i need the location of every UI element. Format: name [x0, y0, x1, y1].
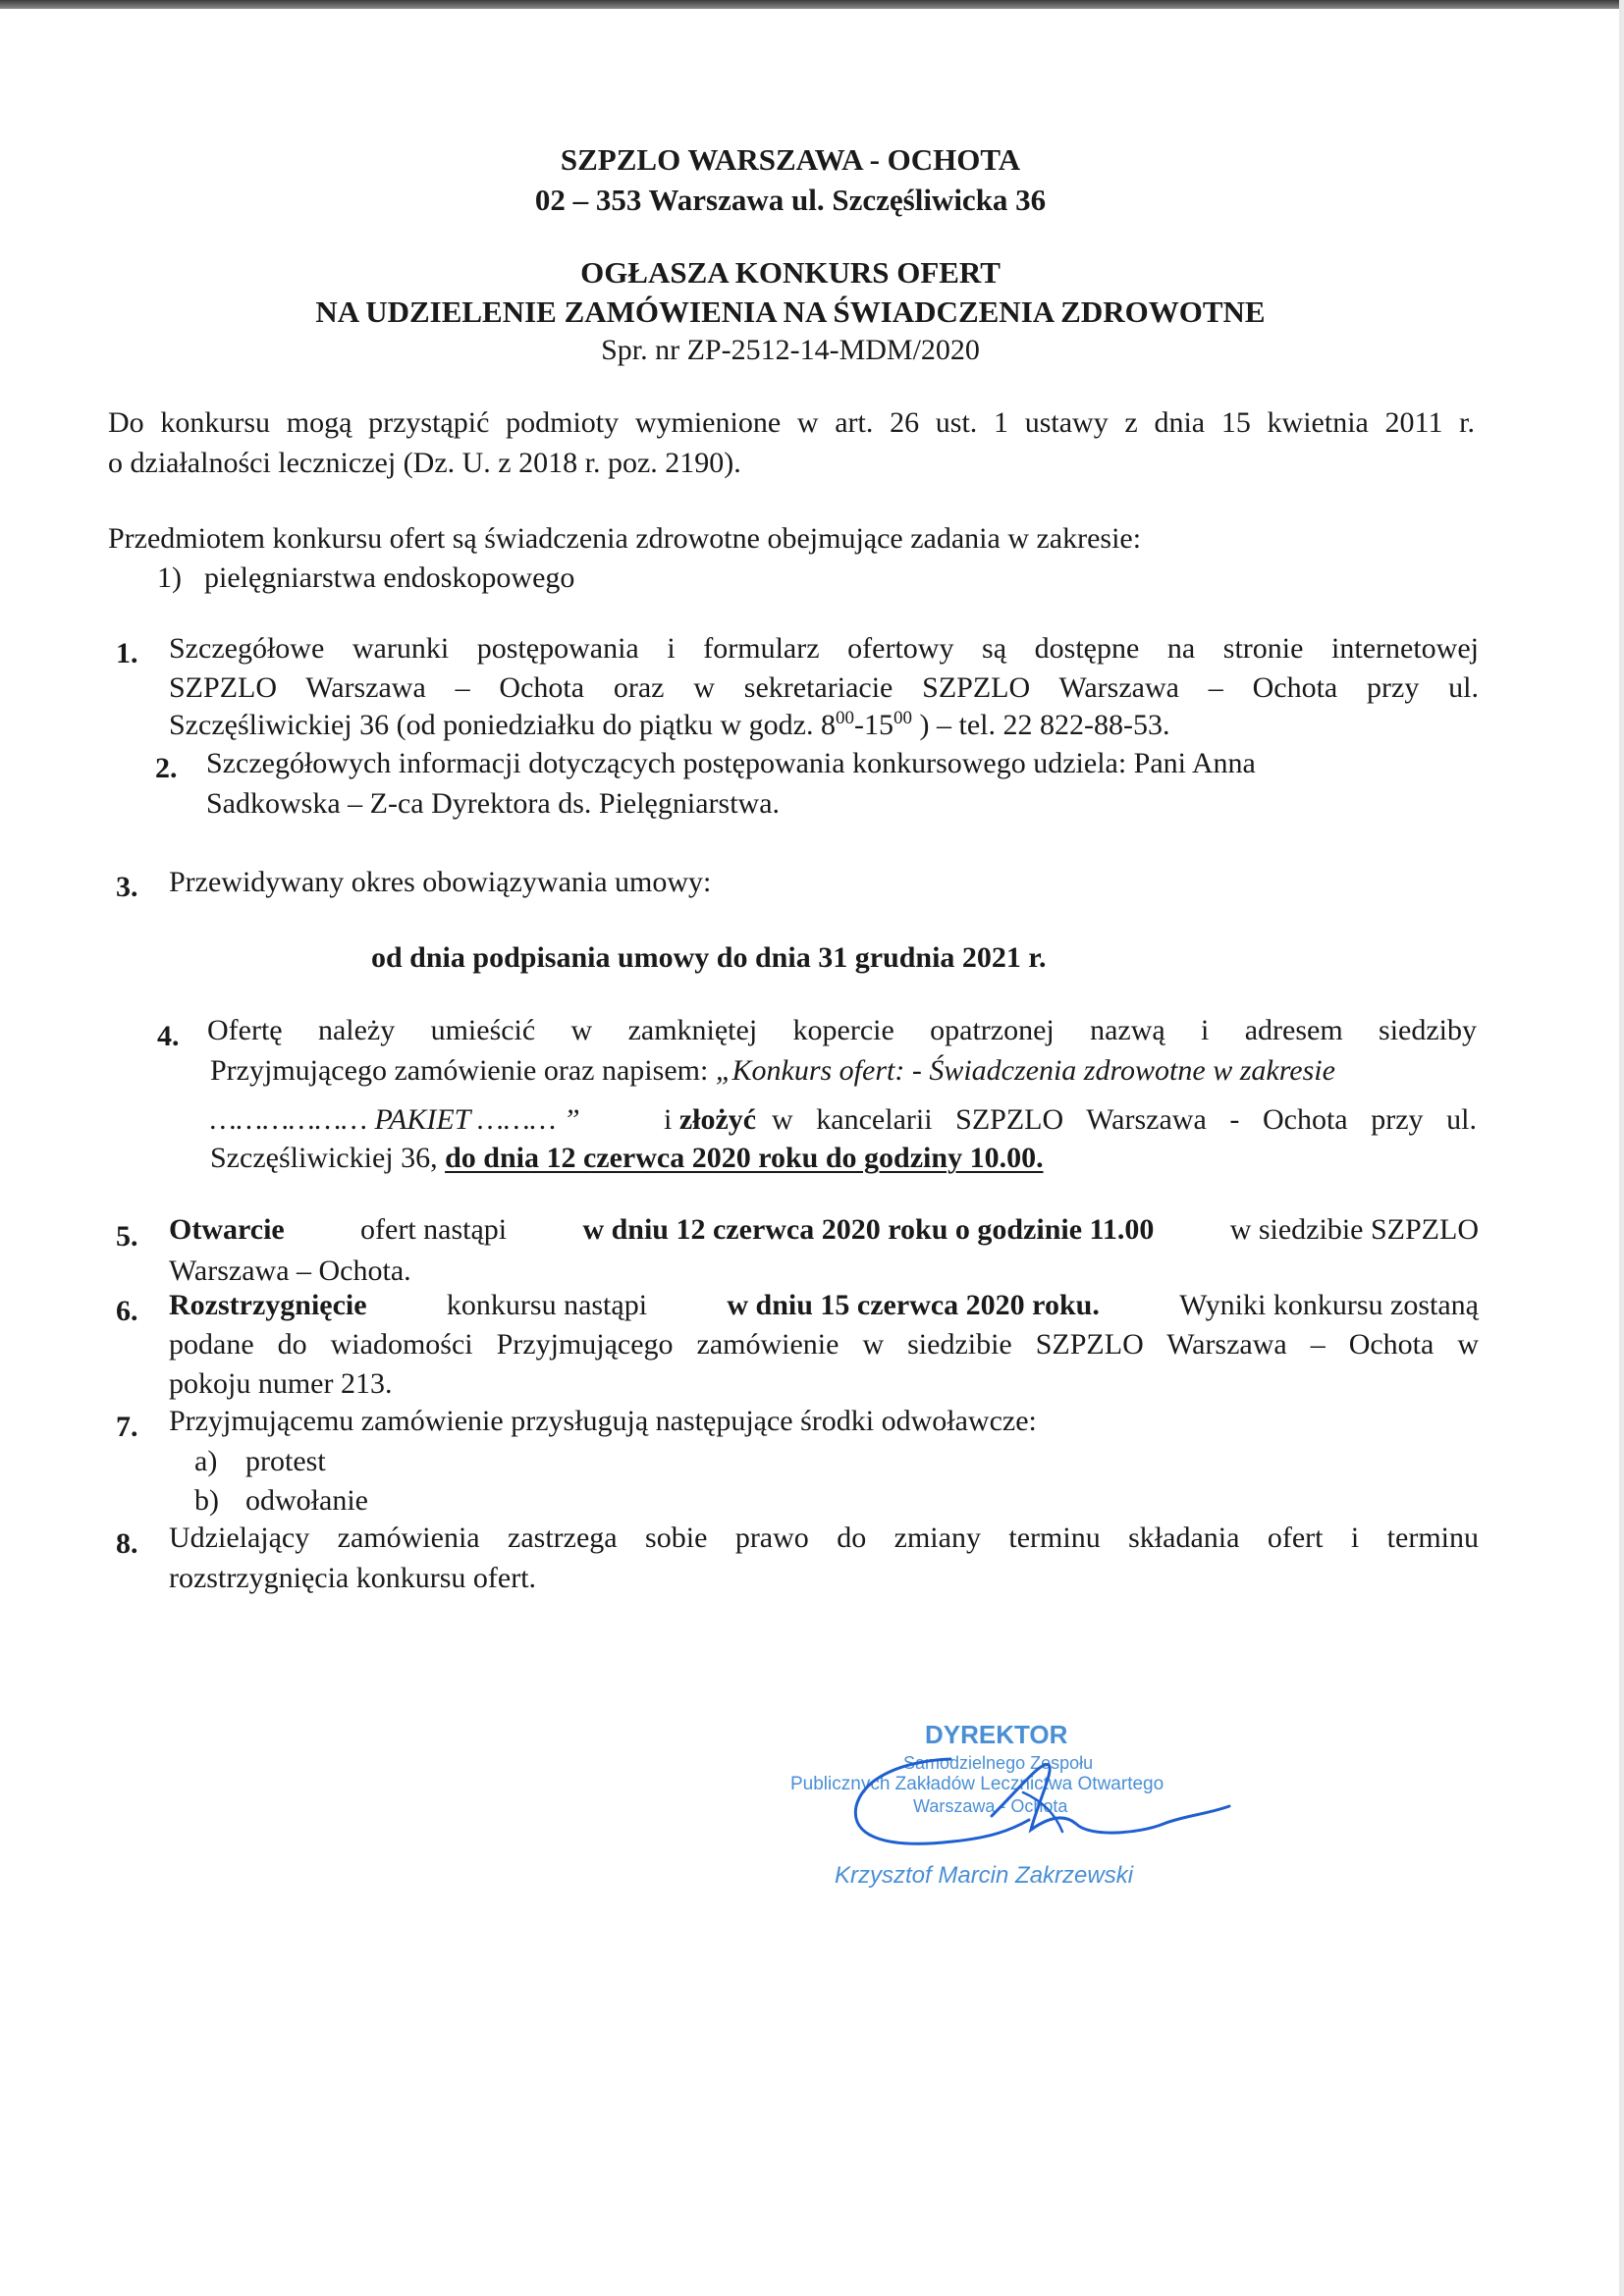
point-8-line-1: Udzielający zamówienia zastrzega sobie prawo do zmiany terminu składania ofert i terminu — [169, 1522, 1479, 1554]
point-6-number: 6. — [116, 1295, 138, 1327]
point-6-line-2: podane do wiadomości Przyjmującego zamówienie w siedzibie SZPZLO Warszawa – Ochota w — [169, 1328, 1479, 1361]
point-4-line-3: ……………… PAKIET ……… ” — [210, 1103, 580, 1136]
stamp-title: DYREKTOR — [925, 1720, 1068, 1749]
stamp-name: Krzysztof Marcin Zakrzewski — [835, 1862, 1134, 1889]
point-3-line-1: Przewidywany okres obowiązywania umowy: — [169, 866, 712, 898]
point-2-line-1: Szczegółowych informacji dotyczących postępowania konkursowego udziela: Pani Anna — [206, 747, 1256, 779]
point-4-line-2: Przyjmującego zamówienie oraz napisem: „Konkurs ofert: - Świadczenia zdrowotne w zakresie — [210, 1054, 1335, 1087]
point-7-line-1: Przyjmującemu zamówienie przysługują następujące środki odwoławcze: — [169, 1405, 1037, 1437]
org-name: SZPZLO WARSZAWA - OCHOTA — [560, 142, 1021, 177]
point-1-line-2: SZPZLO Warszawa – Ochota oraz w sekretariacie SZPZLO Warszawa – Ochota przy ul. — [169, 671, 1479, 704]
intro-line-1: Do konkursu mogą przystąpić podmioty wymienione w art. 26 ust. 1 ustawy z dnia 15 kwietnia 2011 r. — [108, 406, 1475, 439]
announcement-title-1: OGŁASZA KONKURS OFERT — [580, 255, 1001, 290]
point-6-line-1: Rozstrzygnięcie konkursu nastąpi w dniu 15 czerwca 2020 roku. Wyniki konkursu zostaną — [169, 1289, 1479, 1321]
remedy-a-label: a) — [194, 1445, 218, 1477]
remedy-a-text: protest — [245, 1445, 326, 1477]
subject-line: Przedmiotem konkursu ofert są świadczenia zdrowotne obejmujące zadania w zakresie: — [108, 522, 1142, 555]
point-4-line-1: Ofertę należy umieścić w zamkniętej kopercie opatrzonej nazwą i adresem siedziby — [207, 1014, 1477, 1046]
point-7-number: 7. — [116, 1411, 138, 1443]
stamp-line-3: Warszawa - Ochota — [913, 1796, 1068, 1816]
point-1-line-3: Szczęśliwickiej 36 (od poniedziałku do piątku w godz. $8^{00}-15^{00}$ ) – tel. 22 822-88-53. — [169, 708, 1170, 741]
remedy-b-label: b) — [194, 1484, 219, 1517]
remedy-b-text: odwołanie — [245, 1484, 368, 1517]
handwritten-signature — [844, 1747, 1257, 1865]
stamp-line-2: Publicznych Zakładów Lecznictwa Otwartego — [790, 1774, 1164, 1794]
point-5-line-2: Warszawa – Ochota. — [169, 1255, 411, 1287]
point-6-line-3: pokoju numer 213. — [169, 1367, 393, 1400]
subject-item-number: 1) — [157, 561, 182, 594]
point-5-number: 5. — [116, 1220, 138, 1253]
point-3-number: 3. — [116, 871, 138, 903]
point-2-line-2: Sadkowska – Z-ca Dyrektora ds. Pielęgniarstwa. — [206, 787, 781, 820]
point-4-line-3-submit: i złożyć — [664, 1103, 757, 1136]
contract-period: od dnia podpisania umowy do dnia 31 grudnia 2021 r. — [371, 941, 1047, 974]
org-address: 02 – 353 Warszawa ul. Szczęśliwicka 36 — [534, 183, 1047, 217]
stamp-line-1: Samodzielnego Zespołu — [903, 1753, 1094, 1773]
point-8-number: 8. — [116, 1527, 138, 1560]
announcement-title-2: NA UDZIELENIE ZAMÓWIENIA NA ŚWIADCZENIA ZDROWOTNE — [315, 294, 1266, 329]
point-5-line-1: Otwarcie ofert nastąpi w dniu 12 czerwca 2020 roku o godzinie 11.00 w siedzibie SZPZLO — [169, 1213, 1479, 1246]
point-1-line-1: Szczegółowe warunki postępowania i formularz ofertowy są dostępne na stronie internetowej — [169, 632, 1479, 665]
intro-line-2: o działalności leczniczej (Dz. U. z 2018 r. poz. 2190). — [108, 447, 741, 479]
point-1-number: 1. — [116, 637, 138, 669]
point-4-line-4: Szczęśliwickiej 36, do dnia 12 czerwca 2020 roku do godziny 10.00. — [210, 1142, 1044, 1174]
point-4-number: 4. — [157, 1020, 180, 1052]
point-8-line-2: rozstrzygnięcia konkursu ofert. — [169, 1562, 537, 1594]
scan-right-edge — [1619, 0, 1624, 2296]
point-4-line-3-place: w kancelarii SZPZLO Warszawa - Ochota przy ul. — [772, 1103, 1477, 1136]
submission-deadline: do dnia 12 czerwca 2020 roku do godziny 10.00. — [445, 1142, 1044, 1174]
scan-top-edge — [0, 0, 1624, 9]
case-number: Spr. nr ZP-2512-14-MDM/2020 — [601, 334, 980, 366]
subject-item-text: pielęgniarstwa endoskopowego — [204, 561, 575, 594]
point-2-number: 2. — [155, 752, 178, 784]
